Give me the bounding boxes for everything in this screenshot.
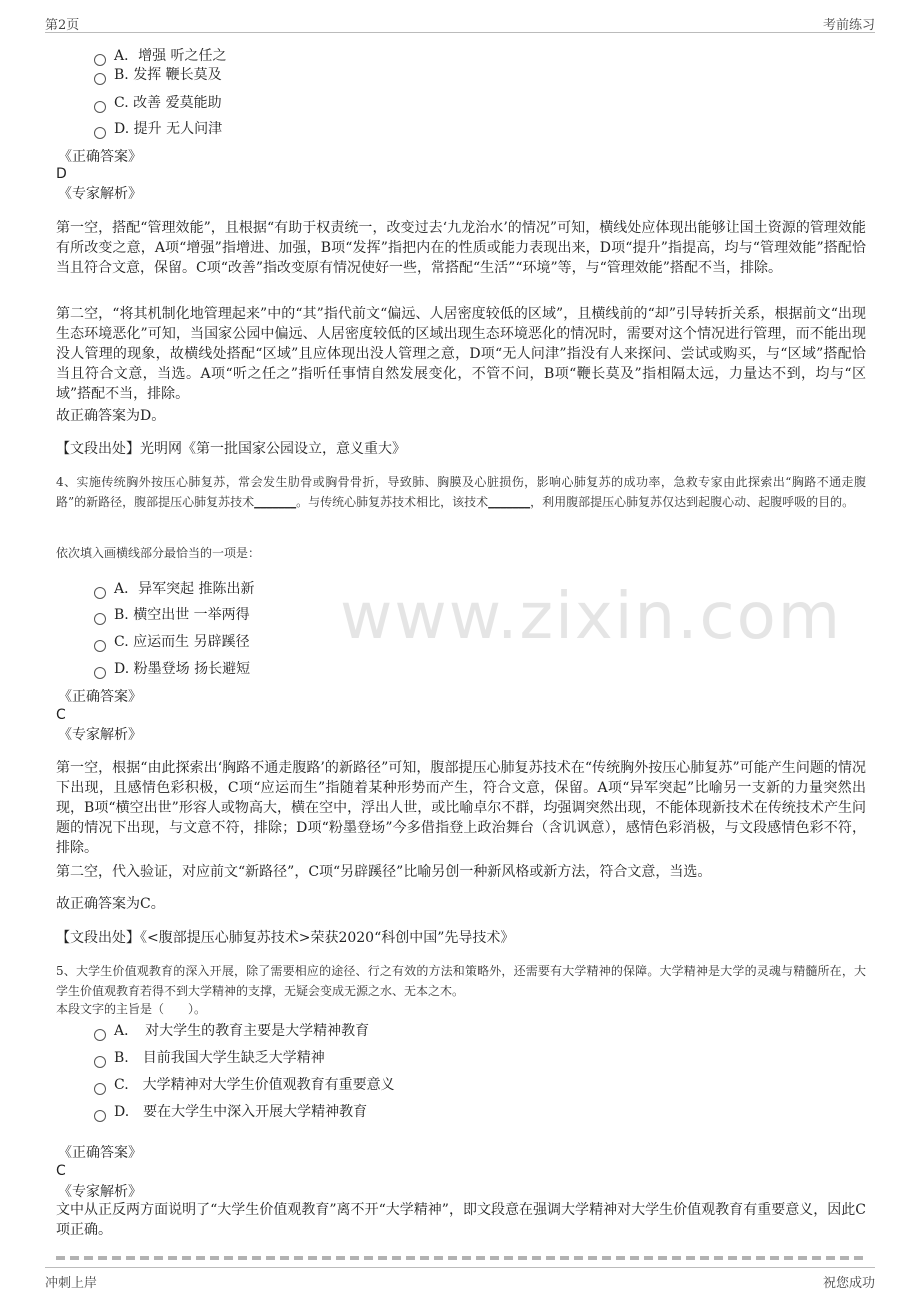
radio-icon[interactable] bbox=[94, 587, 106, 599]
analysis-label: 《专家解析》 bbox=[58, 186, 142, 202]
radio-icon[interactable] bbox=[94, 667, 106, 679]
conclusion: 故正确答案为C。 bbox=[56, 896, 165, 912]
radio-icon[interactable] bbox=[94, 1029, 106, 1041]
radio-icon[interactable] bbox=[94, 1110, 106, 1122]
footer-right: 祝您成功 bbox=[822, 1276, 875, 1291]
analysis-label: 《专家解析》 bbox=[58, 1184, 142, 1200]
analysis-paragraph: 第二空，“将其机制化地管理起来”中的“其”指代前文“偏远、人居密度较低的区域”，且横线前的“却”引导转折关系，根据前文“出现生态环境恶化”可知，当国家公园中偏远、人居密度较低的区域出现生态环境恶化的情况时，需要对这个情况进行管理，而不能出现没人管理的现象，故横线处搭配“区域”且应体现出没人管理之意，D项“无人问津”指没有人来探问、尝试或购买，与“区域”搭配恰当且符合文意，当选。A项“听之任之”指听任事情自然发展变化，不管不问，B项“鞭长莫及”指相隔太远，力量达不到，均与“区域”搭配不当，排除。 bbox=[56, 306, 866, 402]
radio-icon[interactable] bbox=[94, 101, 106, 113]
radio-icon[interactable] bbox=[94, 640, 106, 652]
page-number: 第2页 bbox=[45, 18, 80, 33]
analysis-paragraph: 文中从正反两方面说明了“大学生价值观教育”离不开“大学精神”，即文段意在强调大学精神对大学生价值观教育有重要意义，因此C项正确。 bbox=[56, 1202, 866, 1238]
radio-icon[interactable] bbox=[94, 1056, 106, 1068]
option-a[interactable]: A．异军突起 推陈出新 bbox=[94, 580, 255, 598]
answer-value: D bbox=[56, 166, 67, 182]
option-a[interactable]: A．增强 听之任之 bbox=[94, 47, 227, 65]
option-a[interactable]: A． 对大学生的教育主要是大学精神教育 bbox=[94, 1022, 369, 1040]
option-c[interactable]: C. 改善 爱莫能助 bbox=[94, 94, 222, 112]
answer-label: 《正确答案》 bbox=[58, 149, 142, 165]
radio-icon[interactable] bbox=[94, 1083, 106, 1095]
analysis-paragraph: 第一空，搭配“管理效能”，且根据“有助于权责统一，改变过去‘九龙治水’的情况”可知，横线处应体现出能够让国土资源的管理效能有所改变之意，A项“增强”指增进、加强，B项“发挥”指把内在的性质或能力表现出来，D项“提升”指提高，均与“管理效能”搭配恰当且符合文意，保留。C项“改善”指改变原有情况使好一些，常搭配“生活”“环境”等，与“管理效能”搭配不当，排除。 bbox=[56, 220, 866, 276]
blank: _______ bbox=[488, 495, 531, 509]
question-stem: 4、实施传统胸外按压心肺复苏，常会发生肋骨或胸骨骨折，导致肺、胸膜及心脏损伤，影响心肺复苏的成功率，急救专家由此探索出“胸路不通走腹路”的新路径，腹部提压心肺复苏技术_______。与传统心肺复苏技术相比，该技术_______，利用腹部提压心肺复苏仅达到起腹心动、起腹呼吸的目的。 bbox=[56, 475, 866, 509]
option-d[interactable]: D. 粉墨登场 扬长避短 bbox=[94, 660, 250, 678]
analysis-label: 《专家解析》 bbox=[58, 727, 142, 743]
conclusion: 故正确答案为D。 bbox=[56, 408, 166, 424]
radio-icon[interactable] bbox=[94, 73, 106, 85]
option-b[interactable]: B. 发挥 鞭长莫及 bbox=[94, 66, 222, 84]
analysis-paragraph: 第一空，根据“由此探索出‘胸路不通走腹路’的新路径”可知，腹部提压心肺复苏技术在“传统胸外按压心肺复苏”可能产生问题的情况下出现，且感情色彩积极，C项“应运而生”指随着某种形势而产生，符合文意，保留。A项“异军突起”比喻另一支新的力量突然出现，B项“横空出世”形容人或物高大，横在空中，浮出人世，或比喻卓尔不群，均强调突然出现，不能体现新技术在传统技术产生问题的情况下出现，与文意不符，排除；D项“粉墨登场”今多借指登上政治舞台（含讥讽意），感情色彩消极，与文段感情色彩不符，排除。 bbox=[56, 760, 866, 856]
source: 【文段出处】光明网《第一批国家公园设立，意义重大》 bbox=[56, 441, 406, 457]
answer-value: C bbox=[56, 707, 66, 723]
answer-label: 《正确答案》 bbox=[58, 689, 142, 705]
page-header bbox=[45, 12, 875, 33]
option-d[interactable]: D. 要在大学生中深入开展大学精神教育 bbox=[94, 1103, 367, 1121]
source: 【文段出处】《<腹部提压心肺复苏技术>荣获2020“科创中国”先导技术》 bbox=[56, 930, 515, 946]
blank: _______ bbox=[254, 495, 297, 509]
question-stem: 5、大学生价值观教育的深入开展，除了需要相应的途径、行之有效的方法和策略外，还需要有大学精神的保障。大学精神是大学的灵魂与精髓所在，大学生价值观教育若得不到大学精神的支撑，无疑会变成无源之水、无本之木。 bbox=[56, 964, 866, 998]
page-footer bbox=[45, 1267, 875, 1292]
answer-label: 《正确答案》 bbox=[58, 1145, 142, 1161]
option-c[interactable]: C. 大学精神对大学生价值观教育有重要意义 bbox=[94, 1076, 395, 1094]
footer-left: 冲刺上岸 bbox=[45, 1276, 98, 1291]
option-d[interactable]: D. 提升 无人问津 bbox=[94, 120, 222, 138]
header-title: 考前练习 bbox=[822, 18, 875, 33]
question-prompt: 本段文字的主旨是（ ）。 bbox=[56, 1002, 207, 1016]
watermark: www.zixin.com bbox=[340, 580, 843, 654]
option-c[interactable]: C. 应运而生 另辟蹊径 bbox=[94, 633, 250, 651]
radio-icon[interactable] bbox=[94, 127, 106, 139]
truncated-text bbox=[56, 1250, 866, 1264]
option-b[interactable]: B. 横空出世 一举两得 bbox=[94, 606, 250, 624]
analysis-paragraph: 第二空，代入验证，对应前文“新路径”，C项“另辟蹊径”比喻另创一种新风格或新方法，符合文意，当选。 bbox=[56, 864, 712, 880]
option-b[interactable]: B. 目前我国大学生缺乏大学精神 bbox=[94, 1049, 325, 1067]
radio-icon[interactable] bbox=[94, 54, 106, 66]
question-prompt: 依次填入画横线部分最恰当的一项是： bbox=[56, 546, 261, 560]
radio-icon[interactable] bbox=[94, 613, 106, 625]
answer-value: C bbox=[56, 1163, 66, 1179]
